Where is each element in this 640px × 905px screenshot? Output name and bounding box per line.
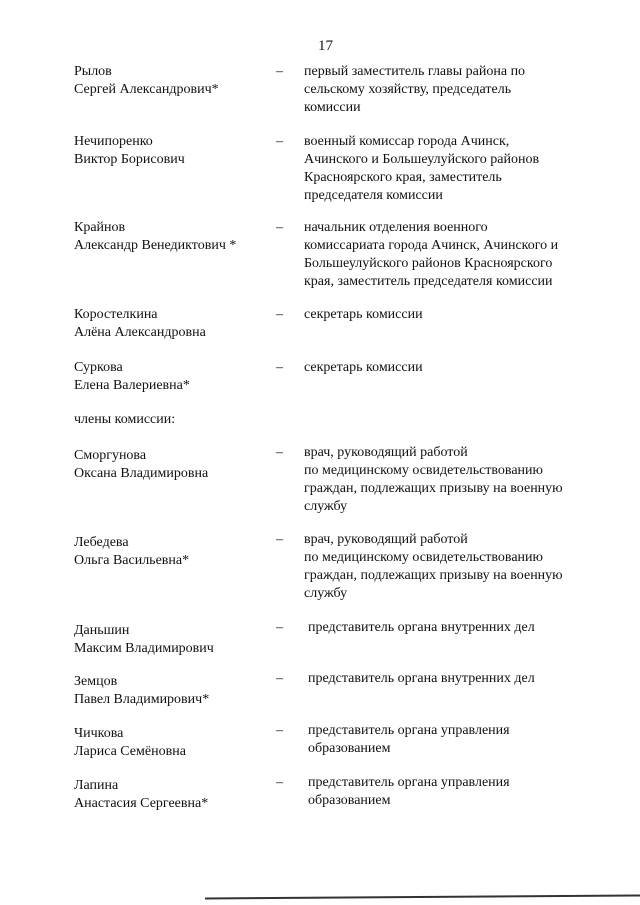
person-role [304, 531, 604, 603]
person-role [304, 359, 604, 377]
person-name [74, 359, 274, 395]
separator-dash: – [276, 620, 283, 635]
surname: Крайнов [74, 220, 126, 235]
person-role [308, 670, 608, 688]
separator-dash: – [276, 723, 283, 738]
separator-dash: – [276, 532, 283, 547]
person-name [74, 219, 274, 255]
separator-dash: – [276, 445, 283, 460]
role-line: представитель органа управления [308, 723, 510, 738]
surname: Сморгунова [74, 448, 147, 463]
surname: Коростелкина [74, 307, 158, 322]
role-line: военный комиссар города Ачинск, [304, 134, 510, 149]
given-names: Оксана Владимировна [74, 466, 209, 481]
person-name [74, 447, 274, 483]
surname: Нечипоренко [74, 134, 153, 149]
role-line: секретарь комиссии [304, 360, 423, 375]
role-line: службу [304, 499, 348, 514]
role-line: образованием [308, 741, 391, 756]
page-number: 17 [318, 38, 333, 54]
role-line: комиссариата города Ачинск, Ачинского и [304, 238, 559, 253]
given-names: Анастасия Сергеевна* [74, 796, 209, 811]
role-line: сельскому хозяйству, председатель [304, 82, 512, 97]
surname: Суркова [74, 360, 123, 375]
separator-dash: – [276, 220, 283, 235]
role-line: образованием [308, 793, 391, 808]
separator-dash: – [276, 775, 283, 790]
role-line: края, заместитель председателя комиссии [304, 274, 553, 289]
person-name [74, 673, 274, 709]
person-role [304, 306, 604, 324]
person-name [74, 133, 274, 169]
person-name [74, 534, 274, 570]
role-line: Ачинского и Большеулуйского районов [304, 152, 540, 167]
given-names: Елена Валериевна* [74, 378, 190, 393]
role-line: председателя комиссии [304, 188, 443, 203]
person-role [308, 722, 608, 758]
role-line: представитель органа внутренних дел [308, 671, 535, 686]
role-line: Красноярского края, заместитель [304, 170, 502, 185]
role-line: врач, руководящий работой [304, 532, 468, 547]
separator-dash: – [276, 64, 283, 79]
members-label: члены комиссии: [74, 412, 176, 427]
given-names: Ольга Васильевна* [74, 553, 190, 568]
separator-dash: – [276, 134, 283, 149]
role-line: по медицинскому освидетельствованию [304, 550, 544, 565]
person-role [308, 774, 608, 810]
person-name [74, 63, 274, 99]
surname: Чичкова [74, 726, 124, 741]
separator-dash: – [276, 307, 283, 322]
role-line: службу [304, 586, 348, 601]
given-names: Максим Владимирович [74, 641, 214, 656]
person-role [304, 63, 604, 117]
role-line: граждан, подлежащих призыву на военную [304, 481, 563, 496]
person-name [74, 622, 274, 658]
role-line: Большеулуйского районов Красноярского [304, 256, 553, 271]
given-names: Сергей Александрович* [74, 82, 219, 97]
person-role [304, 444, 604, 516]
given-names: Павел Владимирович* [74, 692, 210, 707]
surname: Лапина [74, 778, 119, 793]
separator-dash: – [276, 360, 283, 375]
role-line: представитель органа управления [308, 775, 510, 790]
surname: Рылов [74, 64, 112, 79]
person-name [74, 306, 274, 342]
surname: Даньшин [74, 623, 130, 638]
bottom-rule [205, 894, 640, 899]
surname: Лебедева [74, 535, 129, 550]
role-line: секретарь комиссии [304, 307, 423, 322]
person-role [308, 619, 608, 637]
surname: Земцов [74, 674, 118, 689]
role-line: начальник отделения военного [304, 220, 488, 235]
person-name [74, 725, 274, 761]
given-names: Виктор Борисович [74, 152, 185, 167]
person-role [304, 219, 604, 291]
role-line: по медицинскому освидетельствованию [304, 463, 544, 478]
role-line: представитель органа внутренних дел [308, 620, 535, 635]
given-names: Алёна Александровна [74, 325, 206, 340]
role-line: врач, руководящий работой [304, 445, 468, 460]
role-line: первый заместитель главы района по [304, 64, 526, 79]
given-names: Александр Венедиктович * [74, 238, 237, 253]
given-names: Лариса Семёновна [74, 744, 186, 759]
role-line: комиссии [304, 100, 361, 115]
role-line: граждан, подлежащих призыву на военную [304, 568, 563, 583]
separator-dash: – [276, 671, 283, 686]
person-role [304, 133, 604, 205]
person-name [74, 777, 274, 813]
